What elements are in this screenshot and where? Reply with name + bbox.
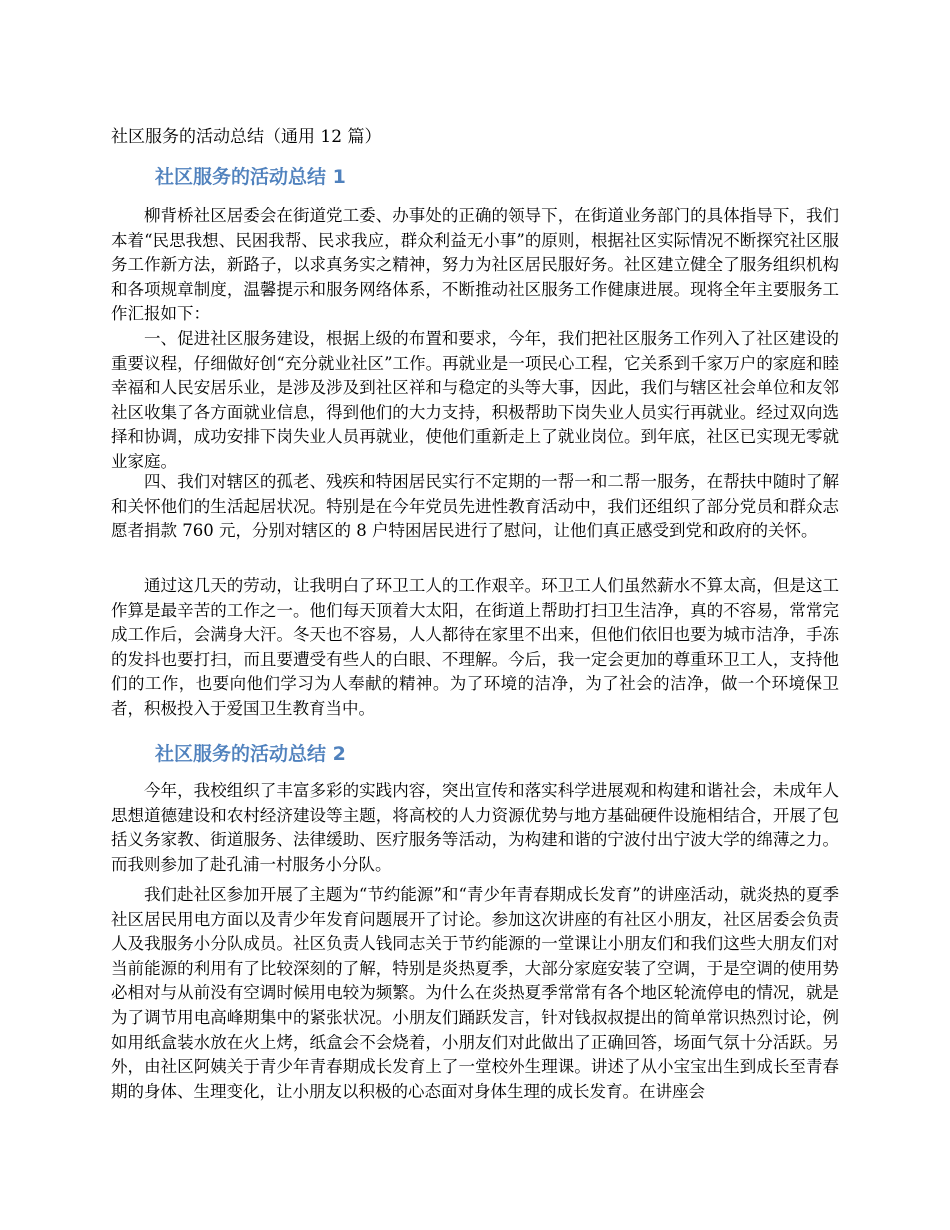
section-1-paragraph-1: 柳背桥社区居委会在街道党工委、办事处的正确的领导下，在街道业务部门的具体指导下，我们本着“民思我想、民困我帮、民求我应，群众利益无小事”的原则，根据社区实际情况不断探究社区服务工作新方法，新路子，以求真务实之精神，努力为社区居民服好务。社区建立健全了服务组织机构和各项规章制度，温馨提示和服务网络体系，不断推动社区服务工作健康进展。现将全年主要服务工作汇报如下： [111, 206, 839, 324]
section-2-heading: 社区服务的活动总结 2 [155, 743, 346, 765]
document-title: 社区服务的活动总结（通用 12 篇） [111, 127, 382, 147]
section-1-heading: 社区服务的活动总结 1 [155, 166, 346, 188]
section-1-paragraph-3: 四、我们对辖区的孤老、残疾和特困居民实行不定期的一帮一和二帮一服务，在帮扶中随时了解和关怀他们的生活起居状况。特别是在今年党员先进性教育活动中，我们还组织了部分党员和群众志愿者捐款 760 元，分别对辖区的 8 户特困居民进行了慰问，让他们真正感受到党和政府的关怀。 [111, 472, 839, 541]
section-2-paragraph-1: 今年，我校组织了丰富多彩的实践内容，突出宣传和落实科学进展观和构建和谐社会，未成年人思想道德建设和农村经济建设等主题，将高校的人力资源优势与地方基础硬件设施相结合，开展了包括义务家教、街道服务、法律缓助、医疗服务等活动，为构建和谐的宁波付出宁波大学的绵薄之力。而我则参加了赴孔浦一村服务小分队。 [111, 781, 839, 874]
section-2-paragraph-2: 我们赴社区参加开展了主题为“节约能源”和“青少年青春期成长发育”的讲座活动，就炎热的夏季社区居民用电方面以及青少年发育问题展开了讨论。参加这次讲座的有社区小朋友，社区居委会负责人及我服务小分队成员。社区负责人钱同志关于节约能源的一堂课让小朋友们和我们这些大朋友们对当前能源的利用有了比较深刻的了解，特别是炎热夏季，大部分家庭安装了空调，于是空调的使用势必相对与从前没有空调时候用电较为频繁。为什么在炎热夏季常常有各个地区轮流停电的情况，就是为了调节用电高峰期集中的紧张状况。小朋友们踊跃发言，针对钱叔叔提出的简单常识热烈讨论，例如用纸盒装水放在火上烤，纸盒会不会烧着，小朋友们对此做出了正确回答，场面气氛十分活跃。另外，由社区阿姨关于青少年青春期成长发育上了一堂校外生理课。讲述了从小宝宝出生到成长至青春期的身体、生理变化，让小朋友以积极的心态面对身体生理的成长发育。在讲座会 [111, 885, 839, 1101]
section-1-paragraph-4: 通过这几天的劳动，让我明白了环卫工人的工作艰辛。环卫工人们虽然薪水不算太高，但是这工作算是最辛苦的工作之一。他们每天顶着大太阳，在街道上帮助打扫卫生洁净，真的不容易，常常完成工作后，会满身大汗。冬天也不容易，人人都待在家里不出来，但他们依旧也要为城市洁净，手冻的发抖也要打扫，而且要遭受有些人的白眼、不理解。今后，我一定会更加的尊重环卫工人，支持他们的工作，也要向他们学习为人奉献的精神。为了环境的洁净，为了社会的洁净，做一个环境保卫者，积极投入于爱国卫生教育当中。 [111, 576, 839, 718]
section-1-paragraph-2: 一、促进社区服务建设，根据上级的布置和要求，今年，我们把社区服务工作列入了社区建设的重要议程，仔细做好创“充分就业社区”工作。再就业是一项民心工程，它关系到千家万户的家庭和睦幸福和人民安居乐业，是涉及涉及到社区祥和与稳定的头等大事，因此，我们与辖区社会单位和友邻社区收集了各方面就业信息，得到他们的大力支持，积极帮助下岗失业人员实行再就业。经过双向选择和协调，成功安排下岗失业人员再就业，使他们重新走上了就业岗位。到年底，社区已实现无零就业家庭。 [111, 329, 839, 471]
